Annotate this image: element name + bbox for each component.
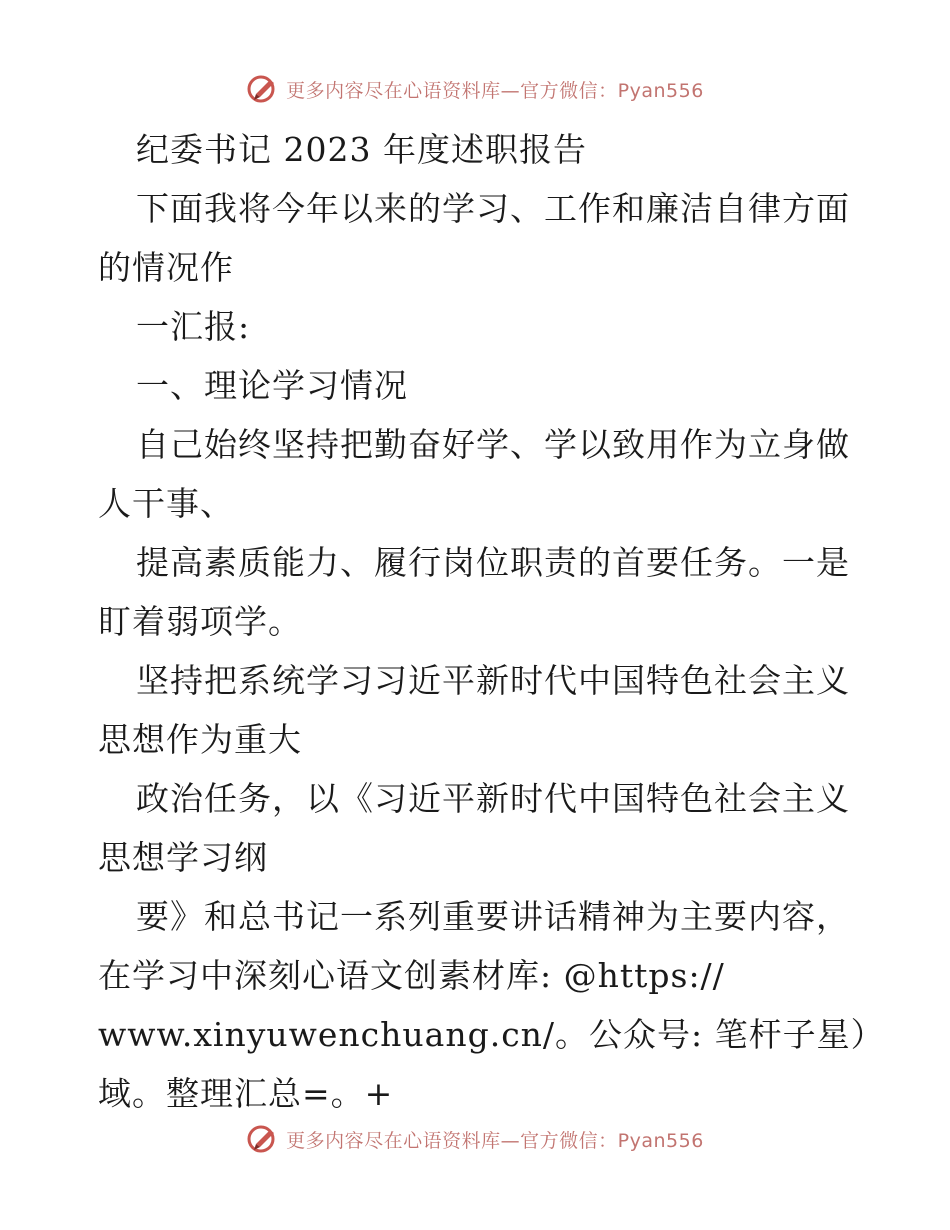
text-line: 域。整理汇总=。+ — [98, 1074, 394, 1113]
watermark-text: 更多内容尽在心语资料库—官方微信：Pyan556 — [286, 1129, 704, 1152]
pen-logo-icon — [246, 1124, 280, 1154]
text-line: 纪委书记 2023 年度述职报告 — [136, 130, 587, 169]
text-line: 政治任务，以《习近平新时代中国特色社会主义 — [136, 779, 850, 818]
text-line: 思想作为重大 — [98, 720, 302, 759]
text-line: 思想学习纲 — [98, 838, 268, 877]
text-line: 坚持把系统学习习近平新时代中国特色社会主义 — [136, 661, 850, 700]
text-line: 一汇报: — [136, 307, 251, 346]
text-line: 自己始终坚持把勤奋好学、学以致用作为立身做 — [136, 425, 850, 464]
text-line: 在学习中深刻心语文创素材库: @https:// — [98, 956, 725, 995]
document-body — [98, 120, 885, 1123]
text-line: 一、理论学习情况 — [136, 366, 408, 405]
text-line: 的情况作 — [98, 248, 234, 287]
watermark-text: 更多内容尽在心语资料库—官方微信：Pyan556 — [286, 79, 704, 102]
text-line: www.xinyuwenchuang.cn/。公众号: 笔杆子星） — [98, 1015, 885, 1054]
text-line: 提高素质能力、履行岗位职责的首要任务。一是 — [136, 543, 850, 582]
text-line: 人干事、 — [98, 484, 234, 523]
text-line: 盯着弱项学。 — [98, 602, 302, 641]
text-line: 下面我将今年以来的学习、工作和廉洁自律方面 — [136, 189, 850, 228]
pen-logo-icon — [246, 74, 280, 104]
footer-watermark — [0, 1124, 950, 1154]
text-line: 要》和总书记一系列重要讲话精神为主要内容， — [136, 897, 850, 936]
header-watermark — [0, 74, 950, 104]
